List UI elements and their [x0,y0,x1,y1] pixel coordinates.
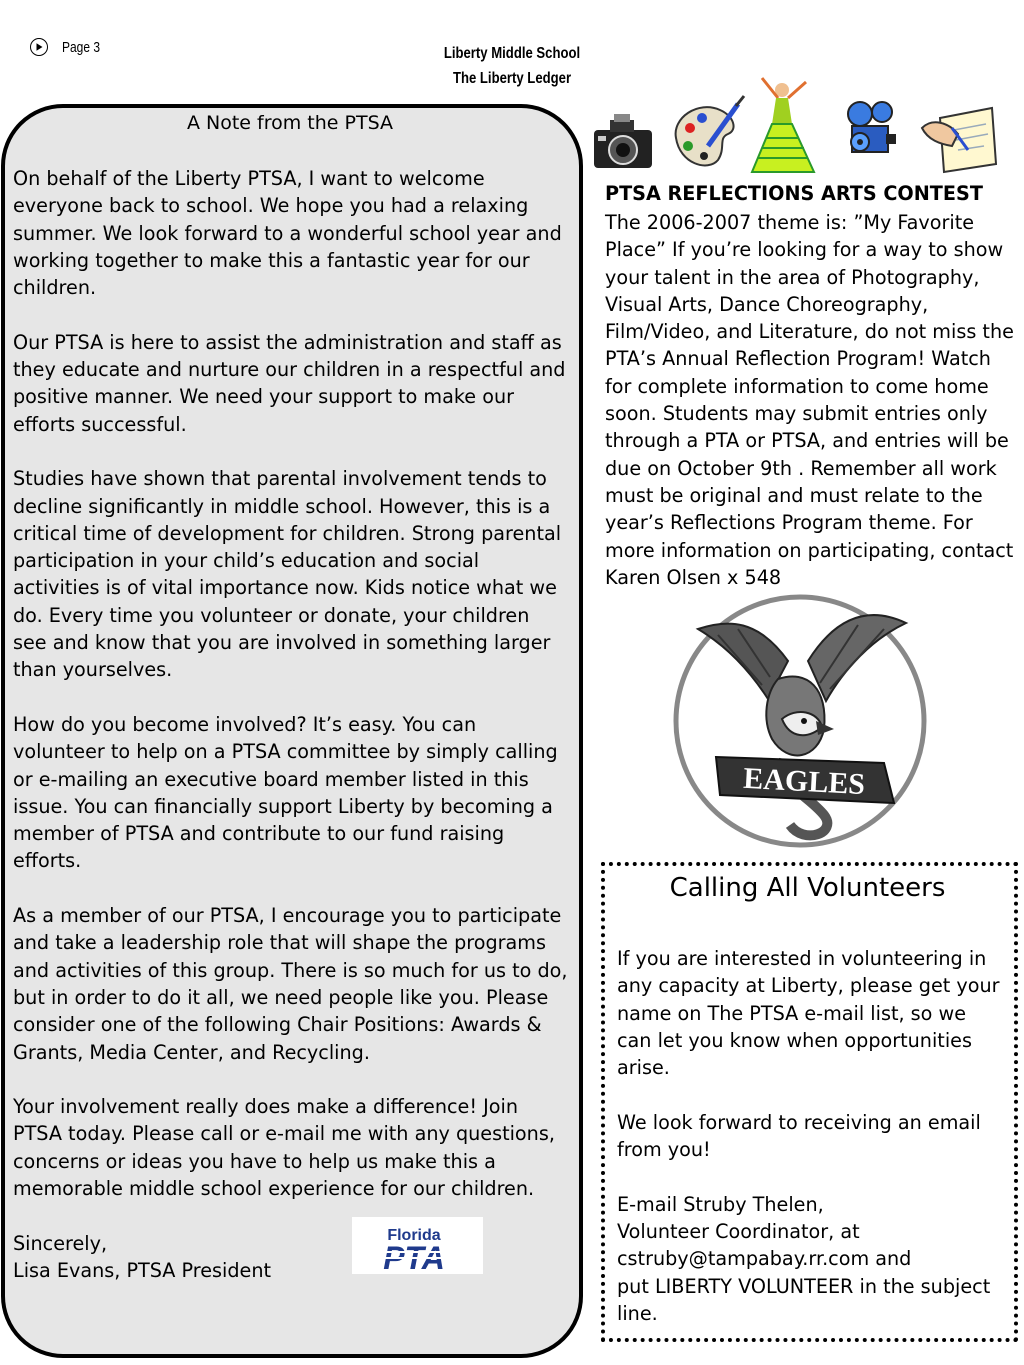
volunteers-body [617,945,1002,1327]
note-paragraph: How do you become involved? It’s easy. You can volunteer to help on a PTSA committee by simply calling or e-mailing an executive board member listed in this issue. You can financially support Liberty by becoming a member of PTSA and contribute to our fund raising efforts. [13,712,558,873]
volunteers-contact [617,1191,1002,1327]
newsletter-name: The Liberty Ledger [452,70,572,87]
contact-email[interactable]: cstruby@tampabay.rr.com and [617,1247,912,1271]
reflections-body: The 2006-2007 theme is: ”My Favorite Place” If you’re looking for a way to show your talent in the area of Photography, Visual Arts, Dance Choreography, Film/Video, and Literature, do not miss the PTA’s Annual Reflection Program! Watch for complete information to come home soon. Students may submit entries only through a PTA or PTSA, and entries will be due on October 9th . Remember all work must be original and must relate to the year’s Reflections Program theme. For more information on participating, contact Karen Olsen x 548 [605,211,1014,589]
play-icon [30,38,48,56]
note-signoff [13,1230,569,1285]
volunteers-title: Calling All Volunteers [669,873,946,903]
camera-icon [590,68,656,178]
logo-florida-text: Florida [387,1227,441,1244]
contact-line: E-mail Struby Thelen, [617,1192,824,1216]
newsletter-masthead [412,41,612,91]
note-signature: Lisa Evans, PTSA President [13,1258,272,1282]
note-paragraph: On behalf of the Liberty PTSA, I want to welcome everyone back to school. We hope you had a relaxing summer. We look forward to a wonderful school year and working together to make this a fantastic year for our children. [13,167,562,300]
note-paragraph: Our PTSA is here to assist the administration and staff as they educate and nurture our children in a respectful and positive manner. We need your support to make our efforts successful. [13,330,566,436]
eagles-mascot-logo [658,589,942,857]
writing-hand-icon [918,68,998,178]
florida-pta-logo [352,1217,483,1274]
contact-line: Volunteer Coordinator, at [617,1219,860,1243]
note-paragraph: Studies have shown that parental involvement tends to decline significantly in middle school. However, this is a critical time of development for children. Strong parental participation in your child’s education and social activities is of vital importance now. Kids notice what we do. Every time you volunteer or donate, your children see and know that you are involved in something larger than yourselves. [13,467,562,682]
contact-line: put LIBERTY VOLUNTEER in the subject line. [617,1274,991,1325]
note-paragraph: Your involvement really does make a difference! Join PTSA today. Please call or e-mail me with any questions, concerns or ideas you have to help us make this a memorable middle school experience for our children. [13,1095,555,1200]
volunteers-paragraph: If you are interested in volunteering in any capacity at Liberty, please get your name on The PTSA e-mail list, so we can let you know when opportunities arise. [617,947,1000,1080]
reflections-title: PTSA REFLECTIONS ARTS CONTEST [605,182,983,205]
volunteers-paragraph: We look forward to receiving an email from you! [617,1110,981,1162]
page-indicator [30,38,110,56]
ptsa-note-body [13,165,569,1284]
school-name: Liberty Middle School [443,45,581,62]
note-closing: Sincerely, [13,1231,108,1255]
page-label: Page 3 [62,38,101,56]
eagles-banner-text: EAGLES [742,761,866,802]
paint-palette-icon [668,68,746,178]
dancer-icon [748,68,818,178]
ptsa-note-title: A Note from the PTSA [186,112,393,134]
film-projector-icon [838,68,902,178]
note-paragraph: As a member of our PTSA, I encourage you to participate and take a leadership role that will shape the programs and activities of this group. There is so much for us to do, but in order to do it all, we need people like you. Please consider one of the following Chair Positions: Awards & Grants, Media Center, and Recycling. [13,904,568,1064]
